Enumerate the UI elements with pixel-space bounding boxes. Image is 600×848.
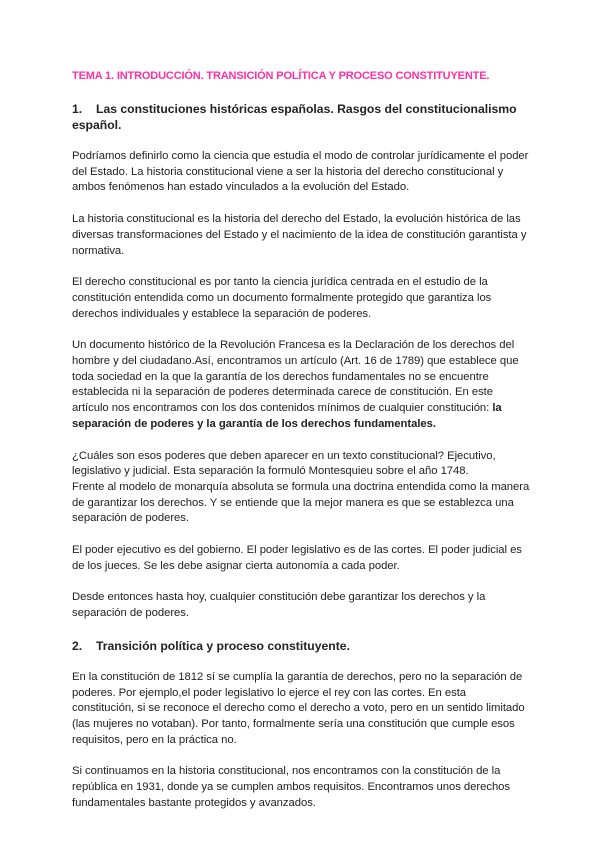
paragraph-line: separación de poderes. <box>72 607 189 620</box>
paragraph-line: El poder ejecutivo es del gobierno. El poder legislativo es de las cortes. El poder judicial es <box>72 544 522 557</box>
paragraph-line: hombre y del ciudadano.Así, encontramos un artículo (Art. 16 de 1789) que establece que <box>72 355 519 368</box>
paragraph-line: Desde entonces hasta hoy, cualquier constitución debe garantizar los derechos y la <box>72 591 486 604</box>
paragraph-1 <box>72 149 530 196</box>
paragraph-line: separación de poderes. <box>72 512 189 525</box>
bold-text: la <box>492 402 502 415</box>
paragraph-line: Si continuamos en la historia constitucional, nos encontramos con la constitución de la <box>72 765 501 778</box>
paragraph-7 <box>72 590 530 621</box>
paragraph-line: derechos individuales y establece la separación de poderes. <box>72 307 372 320</box>
section-1-title-line: español. <box>72 118 122 132</box>
paragraph-line: En la constitución de 1812 sí se cumplía la garantía de derechos, pero no la separación de <box>72 670 523 683</box>
section-2-number: 2. <box>72 638 83 653</box>
bold-text: separación de poderes y la garantía de los derechos fundamentales. <box>72 417 436 430</box>
paragraph-6 <box>72 543 530 574</box>
paragraph-line: fundamentales bastante protegidos y avanzados. <box>72 796 316 809</box>
section-1-heading <box>72 101 530 133</box>
document-title: TEMA 1. INTRODUCCIÓN. TRANSICIÓN POLÍTICA Y PROCESO CONSTITUYENTE. <box>72 70 490 82</box>
paragraph-line: establecida ni la separación de poderes determinada carece de constitución. En este <box>72 386 494 399</box>
paragraph-line: Podríamos definirlo como la ciencia que estudia el modo de controlar jurídicamente el poder <box>72 150 529 162</box>
paragraph-line: Frente al modelo de monarquía absoluta se formula una doctrina entendida como la manera <box>72 480 530 493</box>
paragraph-line: ambos fenómenos han estado vinculados a la evolución del Estado. <box>72 181 410 194</box>
section-2-title: Transición política y proceso constituyente. <box>96 638 350 653</box>
paragraph-line: constitución, si se reconoce el derecho como el derecho a voto, pero en un sentido limitado <box>72 702 525 715</box>
paragraph-line: ¿Cuáles son esos poderes que deben aparecer en un texto constitucional? Ejecutivo, <box>72 449 496 462</box>
paragraph-line: república en 1931, donde ya se cumplen ambos requisitos. Encontramos unos derechos <box>72 781 511 794</box>
paragraph-line: El derecho constitucional es por tanto la ciencia jurídica centrada en el estudio de la <box>72 276 488 289</box>
section-1-number: 1. <box>72 102 83 116</box>
paragraph-9 <box>72 764 530 811</box>
paragraph-5 <box>72 449 530 528</box>
paragraph-line: de los jueces. Se les debe asignar cierta autonomía a cada poder. <box>72 559 400 572</box>
paragraph-line: toda sociedad en la que la garantía de los derechos fundamentales no se encuentre <box>72 370 489 383</box>
paragraph-line: (las mujeres no votaban). Por tanto, formalmente sería una constitución que cumple esos <box>72 717 515 730</box>
paragraph-line: legislativo y judicial. Esta separación la formuló Montesquieu sobre el año 1748. <box>72 465 469 478</box>
paragraph-line: Un documento histórico de la Revolución Francesa es la Declaración de los derechos del <box>72 339 515 352</box>
section-2-heading <box>72 638 530 654</box>
paragraph-line: diversas transformaciones del Estado y el nacimiento de la idea de constitución garantista y <box>72 228 527 241</box>
paragraph-line: normativa. <box>72 244 125 257</box>
paragraph-line: de garantizar los derechos. Y se entiende que la mejor manera es que se establezca una <box>72 496 514 509</box>
paragraph-8 <box>72 670 530 749</box>
paragraph-text: artículo nos encontramos con los dos contenidos mínimos de cualquier constitución: <box>72 402 493 415</box>
paragraph-line: poderes. Por ejemplo,el poder legislativo lo ejerce el rey con las cortes. En esta <box>72 686 467 699</box>
paragraph-2 <box>72 212 530 259</box>
paragraph-line: La historia constitucional es la historia del derecho del Estado, la evolución histórica de las <box>72 213 521 226</box>
paragraph-line: del Estado. La historia constitucional viene a ser la historia del derecho constitucional y <box>72 165 504 178</box>
section-1-title <box>72 101 530 133</box>
paragraph-line <box>72 401 530 417</box>
paragraph-line: requisitos, pero en la práctica no. <box>72 733 237 746</box>
paragraph-line: constitución entendida como un documento formalmente protegido que garantiza los <box>72 291 492 304</box>
paragraph-4 <box>72 338 530 432</box>
paragraph-3 <box>72 275 530 322</box>
section-1-title-line: Las constituciones históricas españolas. Rasgos del constitucionalismo <box>96 102 517 116</box>
